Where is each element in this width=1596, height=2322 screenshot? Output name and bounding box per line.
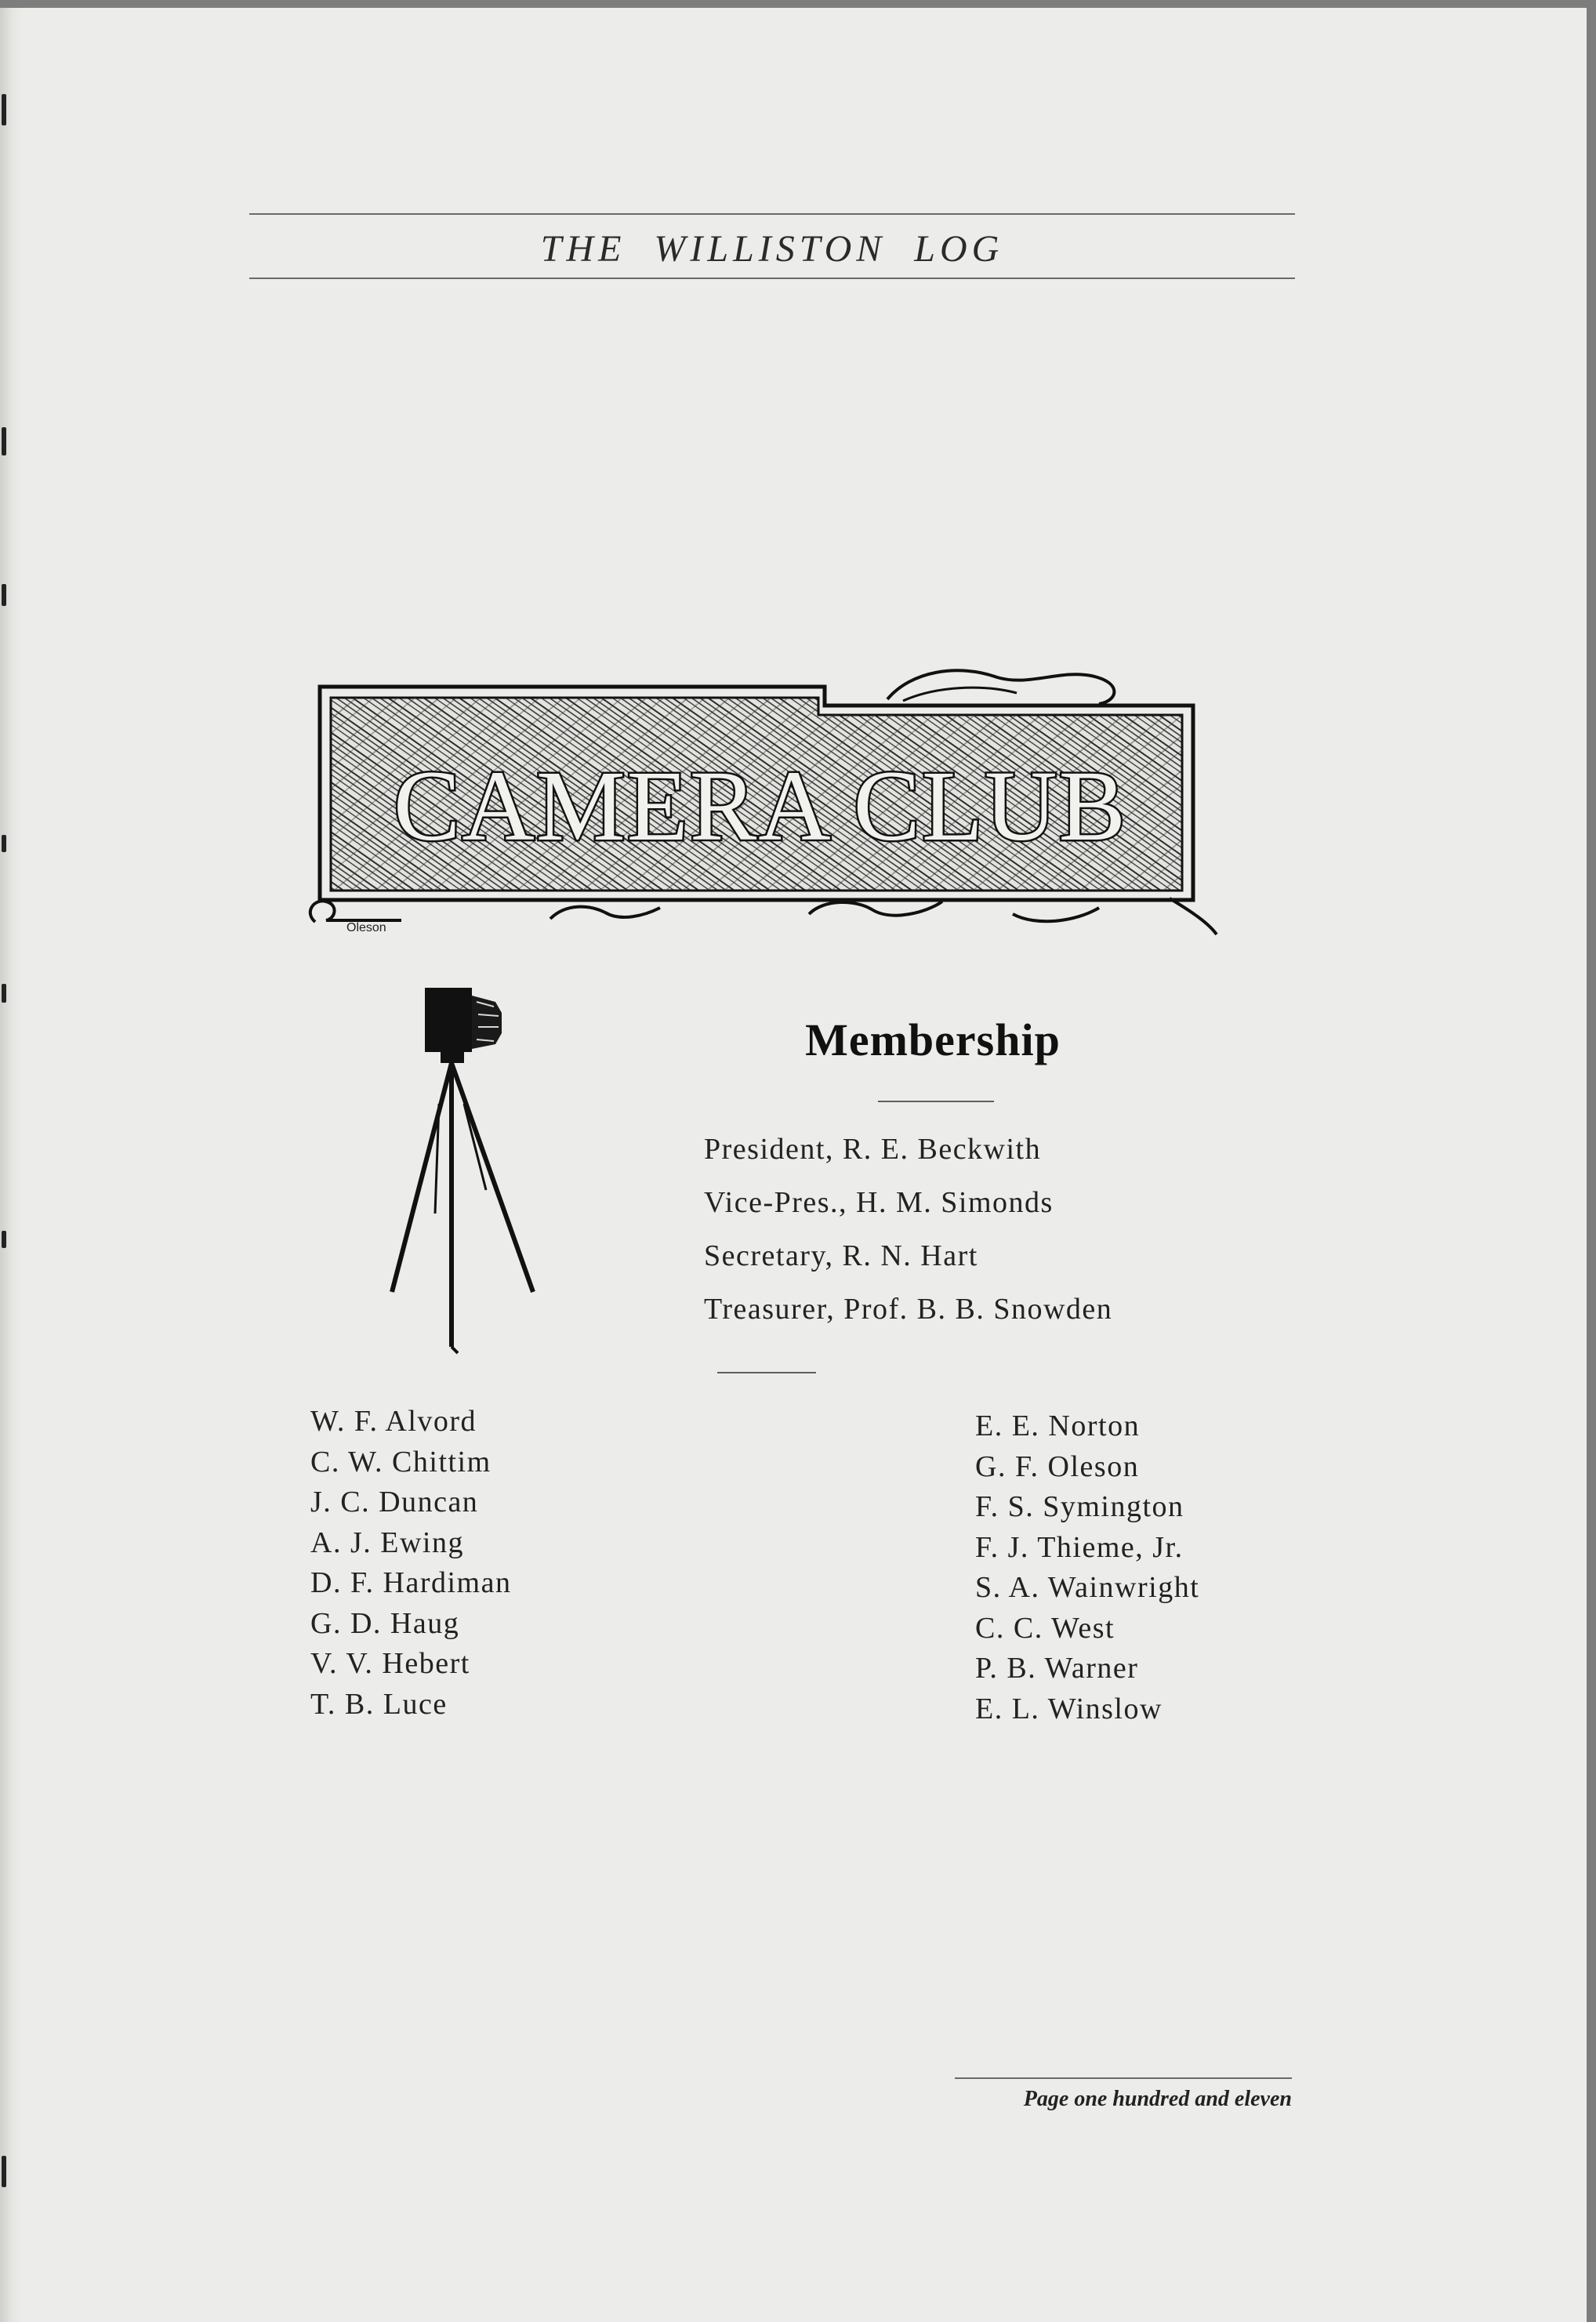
member-name: W. F. Alvord <box>310 1405 477 1438</box>
artist-signature: Oleson <box>346 921 386 934</box>
member-name: V. V. Hebert <box>310 1647 470 1680</box>
binding-mark <box>2 584 6 606</box>
binding-mark <box>2 835 6 852</box>
member-name: S. A. Wainwright <box>975 1571 1200 1604</box>
member-name: A. J. Ewing <box>310 1526 464 1559</box>
member-name: G. D. Haug <box>310 1606 460 1640</box>
footer-rule <box>955 2077 1292 2079</box>
member-name: C. C. West <box>975 1611 1115 1645</box>
membership-heading: Membership <box>805 1014 1061 1065</box>
divider-rule <box>717 1372 816 1373</box>
member-name: F. S. Symington <box>975 1490 1184 1523</box>
camera-on-tripod-icon <box>376 978 557 1362</box>
binding-mark <box>2 427 6 455</box>
binding-mark <box>2 984 6 1003</box>
banner-title: CAMERA CLUB <box>394 750 1127 862</box>
divider-rule <box>878 1101 994 1102</box>
officer-treasurer: Treasurer, Prof. B. B. Snowden <box>704 1293 1113 1326</box>
member-name: D. F. Hardiman <box>310 1566 512 1599</box>
header-title: THE WILLISTON LOG <box>540 228 1004 270</box>
running-header <box>249 204 1295 290</box>
binding-mark <box>2 1231 6 1248</box>
camera-club-banner <box>307 663 1224 953</box>
member-name: E. E. Norton <box>975 1410 1141 1442</box>
member-name: G. F. Oleson <box>975 1449 1140 1483</box>
member-list-right <box>975 1406 1199 1729</box>
officer-secretary: Secretary, R. N. Hart <box>704 1239 978 1272</box>
officer-vice-president: Vice-Pres., H. M. Simonds <box>704 1186 1054 1219</box>
page <box>0 8 1587 2322</box>
member-name: T. B. Luce <box>310 1687 448 1721</box>
header-top-rule <box>249 213 1295 215</box>
binding-edge <box>0 8 22 2322</box>
header-bottom-rule <box>249 278 1295 279</box>
member-name: J. C. Duncan <box>310 1486 479 1518</box>
member-name: F. J. Thieme, Jr. <box>975 1530 1184 1564</box>
officer-president: President, R. E. Beckwith <box>704 1133 1042 1166</box>
binding-mark <box>2 2156 6 2187</box>
member-name: P. B. Warner <box>975 1652 1139 1685</box>
member-name: C. W. Chittim <box>310 1445 491 1478</box>
page-number-label: Page one hundred and eleven <box>1023 2087 1292 2111</box>
member-list-left <box>310 1402 511 1725</box>
member-name: E. L. Winslow <box>975 1692 1163 1725</box>
binding-mark <box>2 94 6 125</box>
